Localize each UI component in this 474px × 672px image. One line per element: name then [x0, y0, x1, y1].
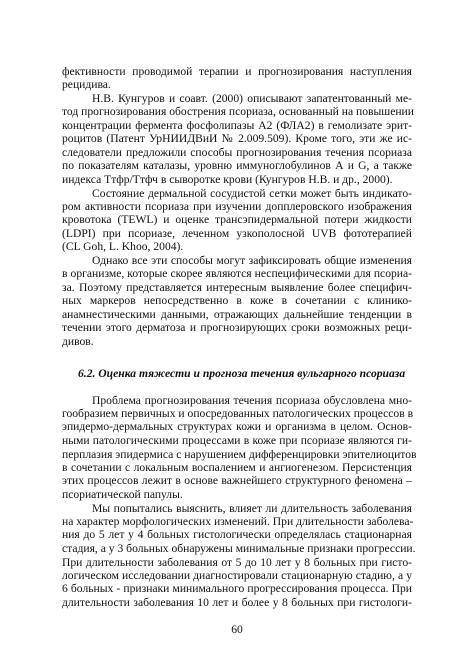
text-line: за. Поэтому представляется интересным выявление более специфич- — [62, 281, 412, 294]
text-line: При длительности заболевания от 5 до 10 лет у 8 больных при гисто- — [62, 556, 412, 569]
text-line: индекса Ттфр/Ттфч в сыворотке крови (Кунгуров Н.В. и др., 2000). — [62, 173, 393, 186]
text-line: течении этого дерматоза и прогнозирующих сроки возможных реци- — [62, 321, 412, 334]
text-line: длительности заболевания 10 лет и более у 8 больных при гистологи- — [62, 596, 412, 609]
section-heading: 6.2. Оценка тяжести и прогноза течения вульгарного псориаза — [78, 367, 406, 380]
text-line: анамнестическими данными, отражающих дальнейшие тенденции в — [62, 308, 412, 321]
text-line: ных маркеров непосредственно в коже в сочетании с клинико- — [62, 294, 412, 307]
text-line: псориатической папулы. — [62, 488, 183, 501]
text-line: Состояние дермальной сосудистой сетки может быть индикато- — [92, 187, 412, 200]
text-line: логическом исследовании диагностировали стационарную стадию, а у — [62, 569, 412, 582]
text-line: Мы попытались выяснить, влияет ли длительность заболевания — [92, 502, 412, 515]
text-line: стадия, а у 3 больных обнаружены минимальные признаки прогрессии. — [62, 542, 416, 555]
text-line: гообразием первичных и опосредованных патологических процессов в — [62, 407, 414, 420]
text-line: фективности проводимой терапии и прогнозирования наступления — [62, 65, 412, 78]
text-line: следователи предложили способы прогнозирования течения псориаза — [62, 146, 412, 159]
text-line: дивов. — [62, 335, 94, 348]
text-line: роцитов (Патент УрНИИДВиИ № 2.009.509). Кроме того, эти же ис- — [62, 132, 412, 145]
text-line: (LDPI) при псориазе, леченном узкополосной UVB фототерапией — [62, 227, 412, 240]
text-line: эпидермо-дермальных структурах кожи и организма в целом. Основ- — [62, 420, 412, 433]
text-line: этих процессов лежит в основе важнейшего структурного феномена – — [62, 474, 412, 487]
text-line: Проблема прогнозирования течения псориаза обусловлена мно- — [92, 394, 412, 407]
text-line: концентрации фермента фосфолипазы А2 (ФЛА2) в гемолизате эрит- — [62, 119, 412, 132]
text-line: ния до 5 лет у 4 больных гистологически определялась стационарная — [62, 528, 412, 541]
text-line: в сочетании с локальным воспалением и ангиогенезом. Персистенция — [62, 461, 412, 474]
text-line: Однако все эти способы могут зафиксировать общие изменения — [92, 254, 412, 267]
text-line: Н.В. Кунгуров и соавт. (2000) описывают запатентованный ме- — [92, 92, 412, 105]
text-line: в организме, которые скорее являются неспецифическими для псориа- — [62, 267, 412, 280]
text-line: на характер морфологических изменений. При длительности заболева- — [62, 515, 414, 528]
text-line: перплазия эпидермиса с нарушением дифференцировки эпителиоцитов — [62, 448, 417, 461]
page-number: 60 — [231, 623, 243, 636]
text-line: кровотока (TEWL) и оценке трансэпидермальной потери жидкости — [62, 213, 412, 226]
text-line: (CL Goh, L. Khoo, 2004). — [62, 240, 184, 253]
text-line: тод прогнозирования обострения псориаза, основанный на повышении — [62, 105, 414, 118]
text-line: ными патологическими процессами в коже при псориазе являются ги- — [62, 434, 412, 447]
text-line: по показателям каталазы, уровню иммуноглобулинов А и G, а также — [62, 159, 412, 172]
text-line: ром активности псориаза при изучении допплеровского изображения — [62, 200, 412, 213]
text-line: рецидива. — [62, 78, 111, 91]
text-line: 6 больных - признаки минимального прогрессирования процесса. При — [62, 582, 412, 595]
